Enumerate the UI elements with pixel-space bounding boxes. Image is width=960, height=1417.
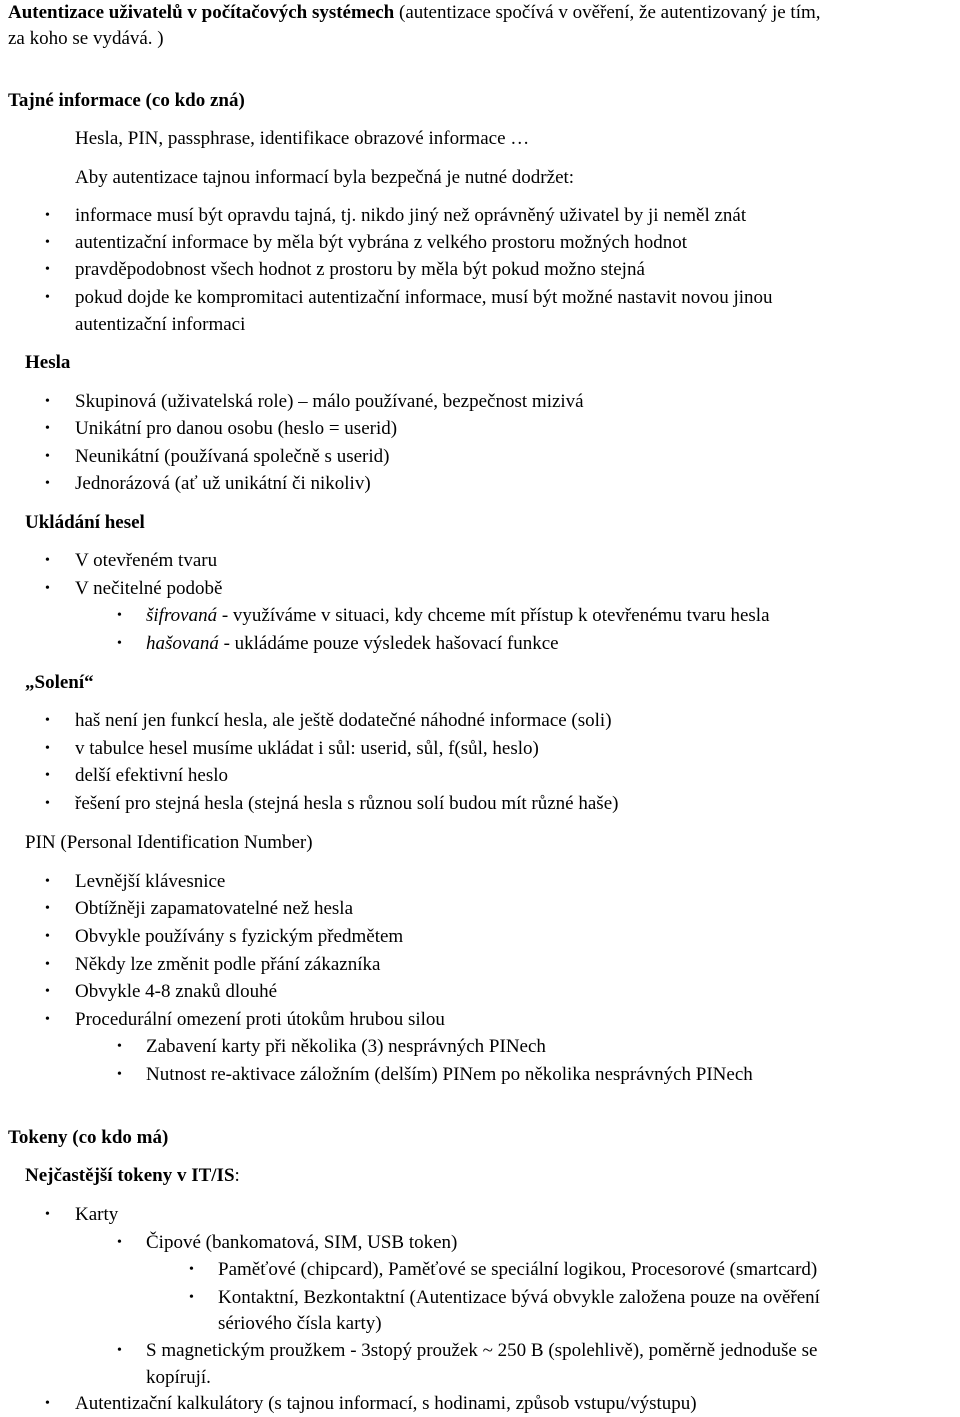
- sub-list-item: S magnetickým proužkem - 3stopý proužek ~ 250 B (spolehlivě), poměrně jednoduše se: [146, 1340, 818, 1361]
- list-item: pokud dojde ke kompromitaci autentizační informace, musí být možné nastavit novou jinou: [75, 287, 773, 308]
- document-title-line: [8, 2, 821, 24]
- bullet-icon: •: [45, 741, 50, 756]
- sub-sub-list-item: Paměťové (chipcard), Paměťové se speciální logikou, Procesorové (smartcard): [218, 1259, 818, 1280]
- document-title-line2: za koho se vydává. ): [8, 28, 164, 49]
- bullet-icon: •: [45, 290, 50, 305]
- bullet-icon: •: [45, 394, 50, 409]
- document-title-note: (autentizace spočívá v ověření, že autentizovaný je tím,: [394, 2, 821, 23]
- term-description: - ukládáme pouze výsledek hašovací funkce: [218, 633, 559, 654]
- list-item: Obvykle 4-8 znaků dlouhé: [75, 981, 278, 1002]
- secret-requirements-intro: Aby autentizace tajnou informací byla bezpečná je nutné dodržet:: [75, 167, 575, 188]
- list-item: pravděpodobnost všech hodnot z prostoru by měla být pokud možno stejná: [75, 259, 645, 280]
- bullet-icon: •: [45, 262, 50, 277]
- list-item: V nečitelné podobě: [75, 578, 223, 599]
- bullet-icon: •: [45, 768, 50, 783]
- list-item: v tabulce hesel musíme ukládat i sůl: userid, sůl, f(sůl, heslo): [75, 738, 539, 759]
- tokeny-heading: Tokeny (co kdo má): [8, 1127, 169, 1148]
- list-item: V otevřeném tvaru: [75, 550, 218, 571]
- bullet-icon: •: [117, 1235, 122, 1250]
- list-item: delší efektivní heslo: [75, 765, 229, 786]
- list-item: Procedurální omezení proti útokům hrubou silou: [75, 1009, 445, 1030]
- sub-list-item: Zabavení karty při několika (3) nesprávných PINech: [146, 1036, 546, 1057]
- bullet-icon: •: [45, 713, 50, 728]
- sub-sub-list-item: Kontaktní, Bezkontaktní (Autentizace bývá obvykle založena pouze na ověření: [218, 1287, 820, 1308]
- ukladani-heading: Ukládání hesel: [25, 512, 145, 533]
- bullet-icon: •: [45, 984, 50, 999]
- soleni-heading: „Solení“: [25, 672, 94, 693]
- list-item: Skupinová (uživatelská role) – málo používané, bezpečnost mizivá: [75, 391, 584, 412]
- bullet-icon: •: [117, 1343, 122, 1358]
- bullet-icon: •: [117, 1039, 122, 1054]
- pin-heading: PIN (Personal Identification Number): [25, 832, 313, 853]
- bullet-icon: •: [45, 235, 50, 250]
- bullet-icon: •: [45, 581, 50, 596]
- sub-list-item: Nutnost re-aktivace záložním (delším) PINem po několika nesprávných PINech: [146, 1064, 753, 1085]
- list-item: Obvykle používány s fyzickým předmětem: [75, 926, 404, 947]
- bullet-icon: •: [189, 1262, 194, 1277]
- document-title: Autentizace uživatelů v počítačových systémech: [8, 2, 395, 23]
- list-item: Unikátní pro danou osobu (heslo = userid): [75, 418, 398, 439]
- bullet-icon: •: [45, 796, 50, 811]
- bullet-icon: •: [45, 901, 50, 916]
- tokeny-subheading-line: [25, 1165, 240, 1187]
- list-item: Jednorázová (ať už unikátní či nikoliv): [75, 473, 371, 494]
- bullet-icon: •: [45, 553, 50, 568]
- list-item-continuation: autentizační informaci: [75, 314, 246, 335]
- term: hašovaná: [146, 633, 219, 654]
- tokeny-subheading-colon: :: [234, 1165, 240, 1186]
- bullet-icon: •: [45, 1207, 50, 1222]
- sub-list-item: Čipové (bankomatová, SIM, USB token): [146, 1232, 458, 1253]
- sub-list-item-continuation: kopírují.: [146, 1367, 211, 1388]
- list-item: Obtížněji zapamatovatelné než hesla: [75, 898, 354, 919]
- bullet-icon: •: [45, 874, 50, 889]
- list-item: Autentizační kalkulátory (s tajnou informací, s hodinami, způsob vstupu/výstupu): [75, 1393, 697, 1414]
- hesla-heading: Hesla: [25, 352, 71, 373]
- sub-list-item: [146, 633, 559, 655]
- bullet-icon: •: [45, 929, 50, 944]
- list-item: Neunikátní (používaná společně s userid): [75, 446, 390, 467]
- list-item: Někdy lze změnit podle přání zákazníka: [75, 954, 381, 975]
- bullet-icon: •: [45, 208, 50, 223]
- bullet-icon: •: [45, 1012, 50, 1027]
- secret-examples: Hesla, PIN, passphrase, identifikace obrazové informace …: [75, 128, 530, 149]
- bullet-icon: •: [45, 476, 50, 491]
- secret-heading: Tajné informace (co kdo zná): [8, 90, 245, 111]
- bullet-icon: •: [45, 421, 50, 436]
- bullet-icon: •: [45, 957, 50, 972]
- list-item: informace musí být opravdu tajná, tj. nikdo jiný než oprávněný uživatel by ji neměl znát: [75, 205, 747, 226]
- bullet-icon: •: [117, 636, 122, 651]
- bullet-icon: •: [45, 449, 50, 464]
- list-item: autentizační informace by měla být vybrána z velkého prostoru možných hodnot: [75, 232, 688, 253]
- sub-sub-list-item-continuation: sériového čísla karty): [218, 1313, 382, 1334]
- list-item: haš není jen funkcí hesla, ale ještě dodatečné náhodné informace (soli): [75, 710, 612, 731]
- tokeny-subheading: Nejčastější tokeny v IT/IS: [25, 1165, 235, 1186]
- list-item: Karty: [75, 1204, 119, 1225]
- bullet-icon: •: [117, 608, 122, 623]
- bullet-icon: •: [189, 1290, 194, 1305]
- list-item: řešení pro stejná hesla (stejná hesla s různou solí budou mít různé haše): [75, 793, 619, 814]
- bullet-icon: •: [45, 1396, 50, 1411]
- term-description: - využíváme v situaci, kdy chceme mít přístup k otevřenému tvaru hesla: [217, 605, 770, 626]
- list-item: Levnější klávesnice: [75, 871, 226, 892]
- sub-list-item: [146, 605, 770, 627]
- bullet-icon: •: [117, 1067, 122, 1082]
- term: šifrovaná: [146, 605, 218, 626]
